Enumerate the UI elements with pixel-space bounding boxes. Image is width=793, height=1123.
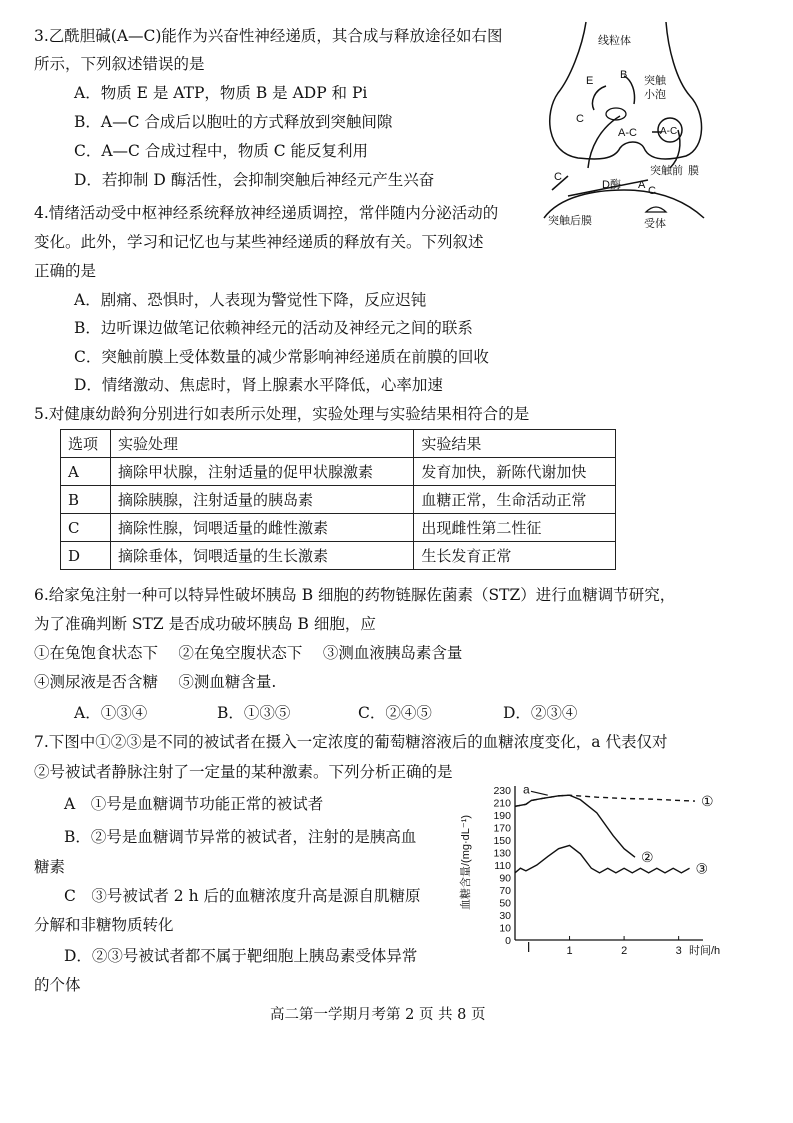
series-label-3: ③ xyxy=(695,860,709,877)
q6-option-b: B．①③⑤ xyxy=(217,704,291,722)
y-tick-label: 130 xyxy=(493,847,511,860)
table-cell: 生长发育正常 xyxy=(414,542,616,570)
receptor-shape xyxy=(646,207,666,212)
q4-option-a: A．剧痛、恐惧时，人表现为警觉性下降，反应迟钝 xyxy=(74,291,427,309)
table-cell: 摘除垂体，饲喂适量的生长激素 xyxy=(110,542,413,570)
y-tick-label: 90 xyxy=(499,872,511,885)
label-c-left: C xyxy=(576,113,584,125)
y-tick-label: 30 xyxy=(499,910,511,922)
page-footer: 高二第一学期月考第 2 页 共 8 页 xyxy=(270,1007,486,1023)
label-receptor: 受体 xyxy=(644,218,666,228)
label-vesicle2: 小泡 xyxy=(644,89,666,101)
q7-option-c-line1: C ③号被试者 2 h 后的血糖浓度升高是源自肌糖原 xyxy=(64,887,421,905)
label-postsynaptic: 突触后膜 xyxy=(548,215,592,227)
table-header-row xyxy=(61,430,616,458)
q3-option-d: D．若抑制 D 酶活性，会抑制突触后神经元产生兴奋 xyxy=(74,171,435,189)
header-option: 选项 xyxy=(61,430,111,458)
y-tick-label: 70 xyxy=(499,885,511,897)
label-mito: 线粒体 xyxy=(598,35,631,47)
table-cell: B xyxy=(61,486,111,514)
postsynaptic-membrane xyxy=(544,190,704,218)
series-line-2 xyxy=(515,795,635,857)
blood-glucose-chart xyxy=(455,782,725,960)
table-row xyxy=(61,514,616,542)
q7-stem-line2: ②号被试者静脉注射了一定量的某种激素。下列分析正确的是 xyxy=(34,763,453,781)
arrow-e-path xyxy=(593,86,607,110)
q7-option-c-line2: 分解和非糖物质转化 xyxy=(34,916,174,934)
q3-option-c: C．A—C 合成过程中，物质 C 能反复利用 xyxy=(74,142,369,160)
table-cell: 出现雌性第二性征 xyxy=(414,514,616,542)
label-c-right: C xyxy=(648,185,656,197)
q7-option-d-line2: 的个体 xyxy=(34,976,81,994)
table-cell: 摘除胰腺，注射适量的胰岛素 xyxy=(110,486,413,514)
y-tick-label: 210 xyxy=(493,797,511,810)
q6-stem-line2: 为了准确判断 STZ 是否成功破坏胰岛 B 细胞，应 xyxy=(34,615,376,633)
q6-option-a: A．①③④ xyxy=(74,704,148,722)
q4-stem-line1: 4.情绪活动受中枢神经系统释放神经递质调控，常伴随内分泌活动的 xyxy=(34,204,499,222)
y-tick-label: 230 xyxy=(493,785,511,797)
y-axis-label: 血糖含量/(mg·dL⁻¹) xyxy=(460,814,472,910)
x-axis-label: 时间/h xyxy=(689,945,721,957)
y-tick-label: 50 xyxy=(499,897,511,910)
q7-option-b-line1: B．②号是血糖调节异常的被试者，注射的是胰高血 xyxy=(64,828,417,846)
arrow-c-path xyxy=(588,116,620,168)
x-tick-label: 2 xyxy=(621,945,628,957)
y-tick-label: 10 xyxy=(499,922,511,935)
table-cell: C xyxy=(61,514,111,542)
label-ac1: A-C xyxy=(618,127,637,139)
synapse-diagram xyxy=(540,18,708,228)
table-cell: D xyxy=(61,542,111,570)
table-row xyxy=(61,542,616,570)
q4-option-c: C．突触前膜上受体数量的减少常影响神经递质在前膜的回收 xyxy=(74,348,489,366)
series-label-2: ② xyxy=(641,849,654,866)
table-row xyxy=(61,458,616,486)
q3-option-b: B．A—C 合成后以胞吐的方式释放到突触间隙 xyxy=(74,113,393,131)
label-e: E xyxy=(586,75,594,87)
q4-option-b: B．边听课边做笔记依赖神经元的活动及神经元之间的联系 xyxy=(74,319,473,337)
label-pre2: 膜 xyxy=(688,165,699,177)
label-pre1: 突触前 xyxy=(650,165,683,177)
q7-stem-line1: 7.下图中①②③是不同的被试者在摄入一定浓度的葡萄糖溶液后的血糖浓度变化，a 代表仅对 xyxy=(34,733,668,751)
y-tick-label: 170 xyxy=(493,822,511,835)
label-b: B xyxy=(620,69,628,81)
header-treatment: 实验处理 xyxy=(110,430,413,458)
q3-stem-line1: 3.乙酰胆碱(A—C)能作为兴奋性神经递质，其合成与释放途径如右图 xyxy=(34,27,503,45)
table-cell: A xyxy=(61,458,111,486)
x-tick-label: 1 xyxy=(566,945,573,957)
q6-option-c: C．②④⑤ xyxy=(358,704,432,722)
q6-stem-line1: 6.给家兔注射一种可以特异性破坏胰岛 B 细胞的药物链脲佐菌素（STZ）进行血糖调节研究， xyxy=(34,586,676,604)
table-cell: 血糖正常，生命活动正常 xyxy=(414,486,616,514)
annotation-arrow xyxy=(531,791,548,795)
q7-option-a: A ①号是血糖调节功能正常的被试者 xyxy=(64,795,324,813)
annotation-a: a xyxy=(523,782,530,797)
q3-stem-line2: 所示，下列叙述错误的是 xyxy=(34,55,205,73)
header-result: 实验结果 xyxy=(414,430,616,458)
table-cell: 发育加快，新陈代谢加快 xyxy=(414,458,616,486)
q6-option-d: D．②③④ xyxy=(503,704,578,722)
series-label-1: ① xyxy=(701,793,714,810)
y-tick-label: 0 xyxy=(505,935,511,947)
label-a: A xyxy=(638,179,646,191)
q3-option-a: A．物质 E 是 ATP，物质 B 是 ADP 和 Pi xyxy=(74,84,368,102)
series-line-3 xyxy=(515,845,690,872)
label-d-enzyme: D酶 xyxy=(602,179,621,191)
table-cell: 摘除甲状腺，注射适量的促甲状腺激素 xyxy=(110,458,413,486)
q6-items-line2: ④测尿液是否含糖 ⑤测血糖含量. xyxy=(34,673,277,691)
q4-stem-line2: 变化。此外，学习和记忆也与某些神经递质的释放有关。下列叙述 xyxy=(34,233,484,251)
label-ac2: A-C xyxy=(660,126,678,137)
q4-stem-line3: 正确的是 xyxy=(34,262,97,280)
q7-option-b-line2: 糖素 xyxy=(34,858,66,876)
y-tick-label: 110 xyxy=(494,860,511,872)
q7-option-d-line1: D．②③号被试者都不属于靶细胞上胰岛素受体异常 xyxy=(64,947,418,965)
table-row xyxy=(61,486,616,514)
y-tick-label: 190 xyxy=(493,810,511,822)
y-tick-label: 150 xyxy=(493,835,511,847)
x-tick-label: 3 xyxy=(675,945,682,957)
q6-items-line1: ①在兔饱食状态下 ②在兔空腹状态下 ③测血液胰岛素含量 xyxy=(34,644,463,662)
table-cell: 摘除性腺，饲喂适量的雌性激素 xyxy=(110,514,413,542)
q5-stem: 5.对健康幼龄狗分别进行如表所示处理，实验处理与实验结果相符合的是 xyxy=(34,405,530,423)
label-vesicle1: 突触 xyxy=(644,75,666,87)
series-line-1 xyxy=(515,795,695,806)
label-c-bottom-left: C xyxy=(554,171,562,183)
q4-option-d: D．情绪激动、焦虑时，肾上腺素水平降低，心率加速 xyxy=(74,376,443,394)
q5-table xyxy=(60,429,616,570)
